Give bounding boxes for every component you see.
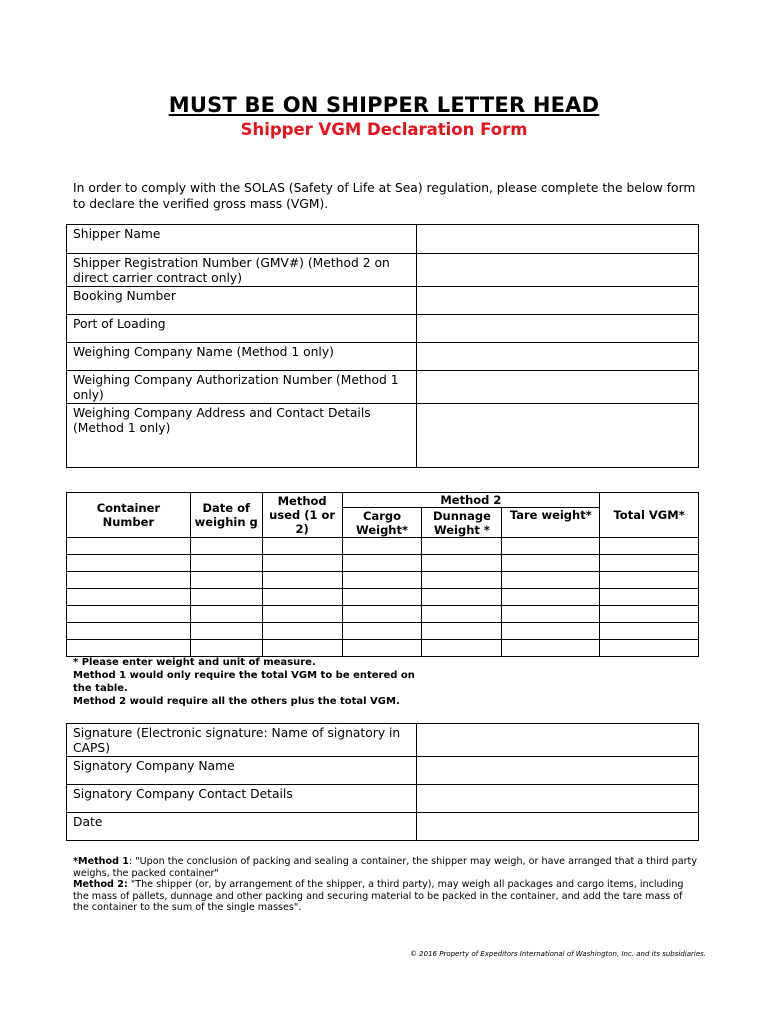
method2-text: "The shipper (or, by arrangement of the shipper, a third party), may weigh all packages and cargo items, including the mass of pallets, dunnage and other packing and securing material to be packed in the container, and add the tare mass of the container to the sum of the single masses".: [73, 879, 684, 913]
field-label: Signatory Company Name: [67, 757, 417, 785]
cargo-weight-header: Cargo Weight*: [342, 508, 422, 538]
copyright-notice: © 2016 Property of Expeditors International of Washington, Inc. and its subsidiaries.: [409, 950, 706, 958]
field-label: Booking Number: [67, 287, 417, 315]
form-row: [67, 254, 699, 287]
table-row: [67, 572, 699, 589]
note-method1: Method 1 would only require the total VGM to be entered on the table.: [73, 670, 415, 694]
shipper-registration-field[interactable]: [417, 254, 699, 287]
method1-text: : "Upon the conclusion of packing and sealing a container, the shipper may weigh, or have arranged that a third party weighs, the packed container": [73, 856, 698, 879]
table-row: [67, 640, 699, 657]
field-label: Signature (Electronic signature: Name of signatory in CAPS): [67, 724, 417, 757]
container-weights-table: [66, 492, 699, 657]
field-label: Port of Loading: [67, 315, 417, 343]
weighing-address-field[interactable]: [417, 404, 699, 468]
date-field[interactable]: [417, 813, 699, 841]
field-label: Weighing Company Authorization Number (Method 1 only): [67, 371, 417, 404]
tare-weight-header: Tare weight*: [502, 508, 600, 538]
total-vgm-header: Total VGM*: [600, 493, 699, 538]
note-weight-unit: * Please enter weight and unit of measure.: [73, 657, 316, 668]
signatory-contact-field[interactable]: [417, 785, 699, 813]
table-row: [67, 538, 699, 555]
form-row: [67, 287, 699, 315]
note-method2: Method 2 would require all the others plus the total VGM.: [73, 696, 400, 707]
table-row: [67, 623, 699, 640]
field-label: Shipper Registration Number (GMV#) (Method 2 on direct carrier contract only): [67, 254, 417, 287]
field-label: Weighing Company Name (Method 1 only): [67, 343, 417, 371]
method1-label: *Method 1: [73, 856, 129, 867]
container-number-header: Container Number: [67, 493, 191, 538]
table-notes: [73, 656, 433, 708]
booking-number-field[interactable]: [417, 287, 699, 315]
field-label: Weighing Company Address and Contact Details (Method 1 only): [67, 404, 417, 468]
form-row: [67, 785, 699, 813]
table-row: [67, 589, 699, 606]
form-row: [67, 404, 699, 468]
method-used-header: Method used (1 or 2): [262, 493, 342, 538]
shipper-name-field[interactable]: [417, 225, 699, 254]
form-row: [67, 371, 699, 404]
table-row: [67, 606, 699, 623]
form-row: [67, 225, 699, 254]
shipper-info-table: [66, 224, 699, 468]
table-header-row: [67, 493, 699, 508]
signatory-company-field[interactable]: [417, 757, 699, 785]
signature-field[interactable]: [417, 724, 699, 757]
date-of-weighing-header: Date of weighin g: [190, 493, 262, 538]
page-title: MUST BE ON SHIPPER LETTER HEAD: [168, 93, 600, 117]
field-label: Signatory Company Contact Details: [67, 785, 417, 813]
form-row: [67, 724, 699, 757]
weighing-authorization-field[interactable]: [417, 371, 699, 404]
form-subtitle: Shipper VGM Declaration Form: [240, 120, 528, 139]
method2-footnote: [73, 879, 701, 914]
signatory-table: [66, 723, 699, 841]
dunnage-weight-header: Dunnage Weight *: [422, 508, 502, 538]
field-label: Shipper Name: [67, 225, 417, 254]
port-of-loading-field[interactable]: [417, 315, 699, 343]
form-row: [67, 315, 699, 343]
method2-group-header: Method 2: [342, 493, 600, 508]
form-row: [67, 757, 699, 785]
field-label: Date: [67, 813, 417, 841]
method2-label: Method 2:: [73, 879, 128, 890]
intro-paragraph: In order to comply with the SOLAS (Safety of Life at Sea) regulation, please complete the below form to declare the verified gross mass (VGM).: [73, 181, 696, 211]
method1-footnote: [73, 856, 701, 879]
form-row: [67, 813, 699, 841]
weighing-company-name-field[interactable]: [417, 343, 699, 371]
table-row: [67, 555, 699, 572]
method-footnotes: [73, 856, 701, 914]
form-row: [67, 343, 699, 371]
